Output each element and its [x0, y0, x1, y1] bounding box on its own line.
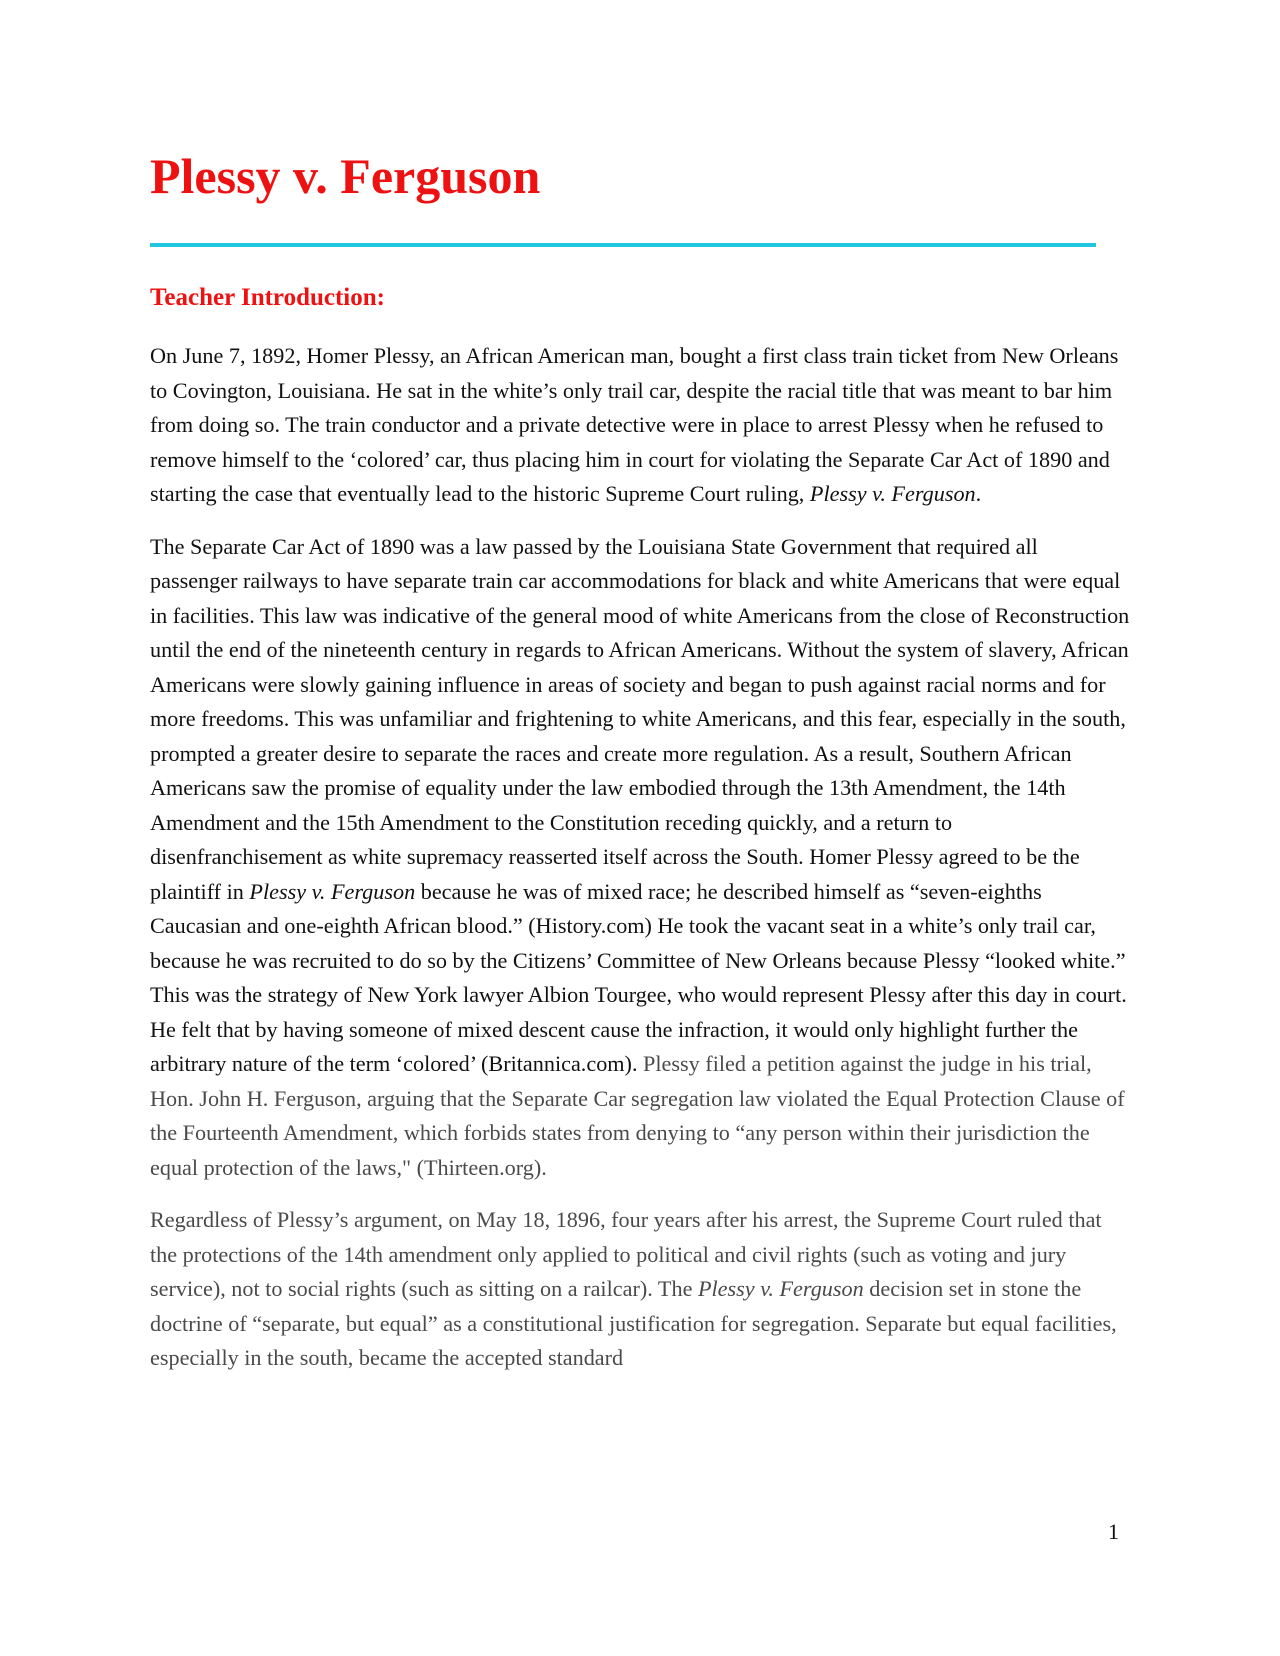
paragraph-3 [150, 1203, 1130, 1376]
section-heading: Teacher Introduction: [150, 284, 385, 311]
title-divider [150, 243, 1096, 247]
case-name-italic: Plessy v. Ferguson [697, 1276, 864, 1301]
paragraph-3-text-a: Regardless of Plessy’s argument, on May 18, 1896, four years after his arrest, the Supreme Court ruled that the protections of the 14th amendment only applied to political and civil rights (such as voting and jury service), not to social rights (such as sitting on a railcar). The [150, 1207, 1102, 1301]
paragraph-2-text-b: because he was of mixed race; he described himself as “seven-eighths Caucasian and one-eighth African blood.” (History.com) He took the vacant seat in a white’s only trail car, because he was recruited to do so by the Citizens’ Committee of New Orleans because Plessy “looked white.” This was the strategy of New York lawyer Albion Tourgee, who would represent Plessy after this day in court. He felt that by having someone of mixed descent cause the infraction, it would only highlight further the arbitrary nature of the term ‘colored’ (Britannica.com). [150, 878, 1127, 1076]
paragraph-2-text-c: Plessy filed a petition against the judge in his trial, Hon. John H. Ferguson, arguing that the Separate Car segregation law violated the Equal Protection Clause of the Fourteenth Amendment, which forbids states from denying to “any person within their jurisdiction the equal protection of the laws," (Thirteen.org). [150, 1051, 1125, 1180]
body-text [150, 339, 1130, 1394]
page-title: Plessy v. Ferguson [150, 148, 541, 204]
paragraph-2-text-a: The Separate Car Act of 1890 was a law passed by the Louisiana State Government that required all passenger railways to have separate train car accommodations for black and white Americans that were equal in facilities. This law was indicative of the general mood of white Americans from the close of Reconstruction until the end of the nineteenth century in regards to African Americans. Without the system of slavery, African Americans were slowly gaining influence in areas of society and began to push against racial norms and for more freedoms. This was unfamiliar and frightening to white Americans, and this fear, especially in the south, prompted a greater desire to separate the races and create more regulation. As a result, Southern African Americans saw the promise of equality under the law embodied through the 13th Amendment, the 14th Amendment and the 15th Amendment to the Constitution receding quickly, and a return to disenfranchisement as white supremacy reasserted itself across the South. Homer Plessy agreed to be the plaintiff in [150, 533, 1130, 904]
paragraph-3-text-b: decision set in stone the doctrine of “separate, but equal” as a constitutional justification for segregation. Separate but equal facilities, especially in the south, became the accepted standard [150, 1276, 1117, 1370]
page-number: 1 [1108, 1519, 1119, 1544]
paragraph-1 [150, 339, 1130, 512]
case-name-italic: Plessy v. Ferguson [249, 878, 416, 904]
case-name-italic: Plessy v. Ferguson [809, 481, 976, 506]
paragraph-2 [150, 530, 1130, 1186]
paragraph-1-text-a: On June 7, 1892, Homer Plessy, an African American man, bought a first class train ticket from New Orleans to Covington, Louisiana. He sat in the white’s only trail car, despite the racial title that was meant to bar him from doing so. The train conductor and a private detective were in place to arrest Plessy when he refused to remove himself to the ‘colored’ car, thus placing him in court for violating the Separate Car Act of 1890 and starting the case that eventually lead to the historic Supreme Court ruling, [150, 343, 1119, 506]
paragraph-1-text-b: . [975, 481, 982, 506]
